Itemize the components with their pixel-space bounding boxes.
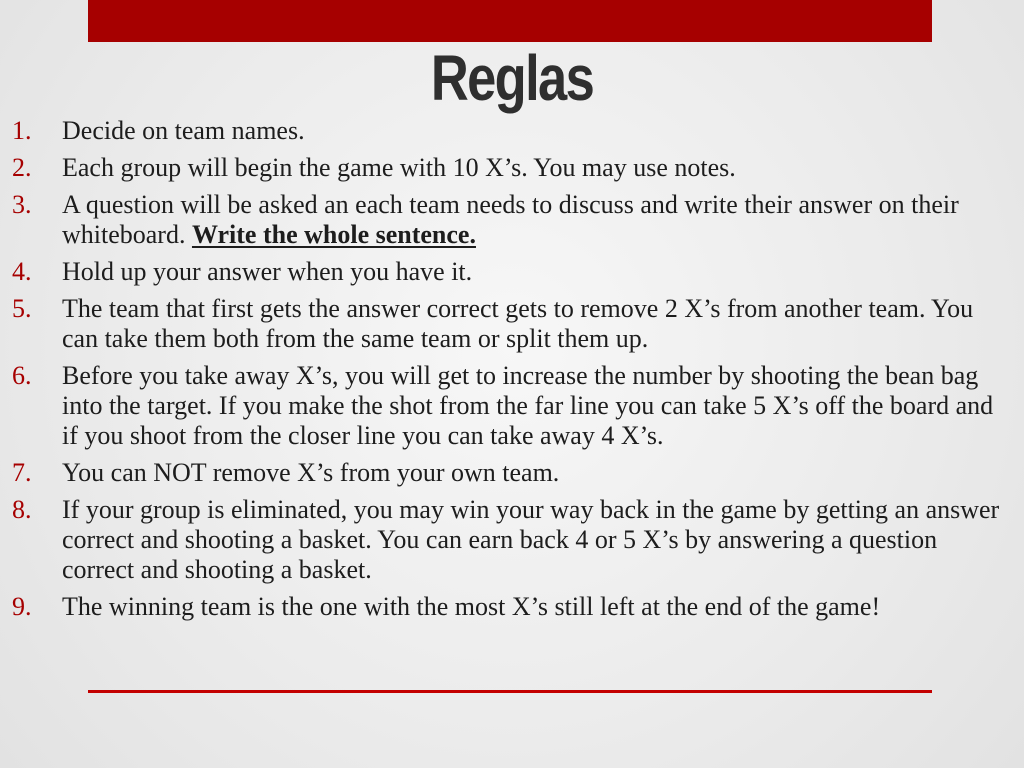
rule-number: 8. <box>12 495 32 524</box>
rule-number: 5. <box>12 294 32 323</box>
top-accent-bar <box>88 0 932 42</box>
rule-item-7 <box>0 458 1010 488</box>
bottom-accent-line <box>88 690 932 693</box>
rule-number: 2. <box>12 153 32 182</box>
rule-text: Before you take away X’s, you will get to increase the number by shooting the bean bag into the target. If you make the shot from the far line you can take 5 X’s off the board and if you shoot from the closer line you can take away 4 X’s. <box>62 361 994 450</box>
rule-text: Hold up your answer when you have it. <box>62 257 473 286</box>
rule-item-2 <box>0 153 1010 183</box>
rule-text: The team that first gets the answer correct gets to remove 2 X’s from another team. You can take them both from the same team or split them up. <box>62 294 974 353</box>
rule-text: Each group will begin the game with 10 X’s. You may use notes. <box>62 153 736 182</box>
rule-item-8 <box>0 495 1010 585</box>
rule-number: 3. <box>12 190 32 219</box>
rule-number: 6. <box>12 361 32 390</box>
rule-item-9 <box>0 592 1010 622</box>
rule-number: 1. <box>12 116 32 145</box>
rule-item-4 <box>0 257 1010 287</box>
rule-item-6 <box>0 361 1010 451</box>
rule-item-1 <box>0 116 1010 146</box>
rule-text: You can NOT remove X’s from your own team. <box>62 458 560 487</box>
rule-text: If your group is eliminated, you may win your way back in the game by getting an answer correct and shooting a basket. You can earn back 4 or 5 X’s by answering a question correct and shooting a basket. <box>62 495 1000 584</box>
rule-number: 7. <box>12 458 32 487</box>
rules-list <box>0 116 1010 629</box>
rule-text: A question will be asked an each team needs to discuss and write their answer on their whiteboard. <box>62 190 959 249</box>
rule-item-5 <box>0 294 1010 354</box>
rule-emphasis: Write the whole sentence. <box>191 220 476 249</box>
rule-text: The winning team is the one with the most X’s still left at the end of the game! <box>62 592 881 621</box>
rule-number: 4. <box>12 257 32 286</box>
slide-title: Reglas <box>430 42 594 114</box>
rule-text: Decide on team names. <box>62 116 305 145</box>
rule-item-3 <box>0 190 1010 250</box>
rule-number: 9. <box>12 592 32 621</box>
